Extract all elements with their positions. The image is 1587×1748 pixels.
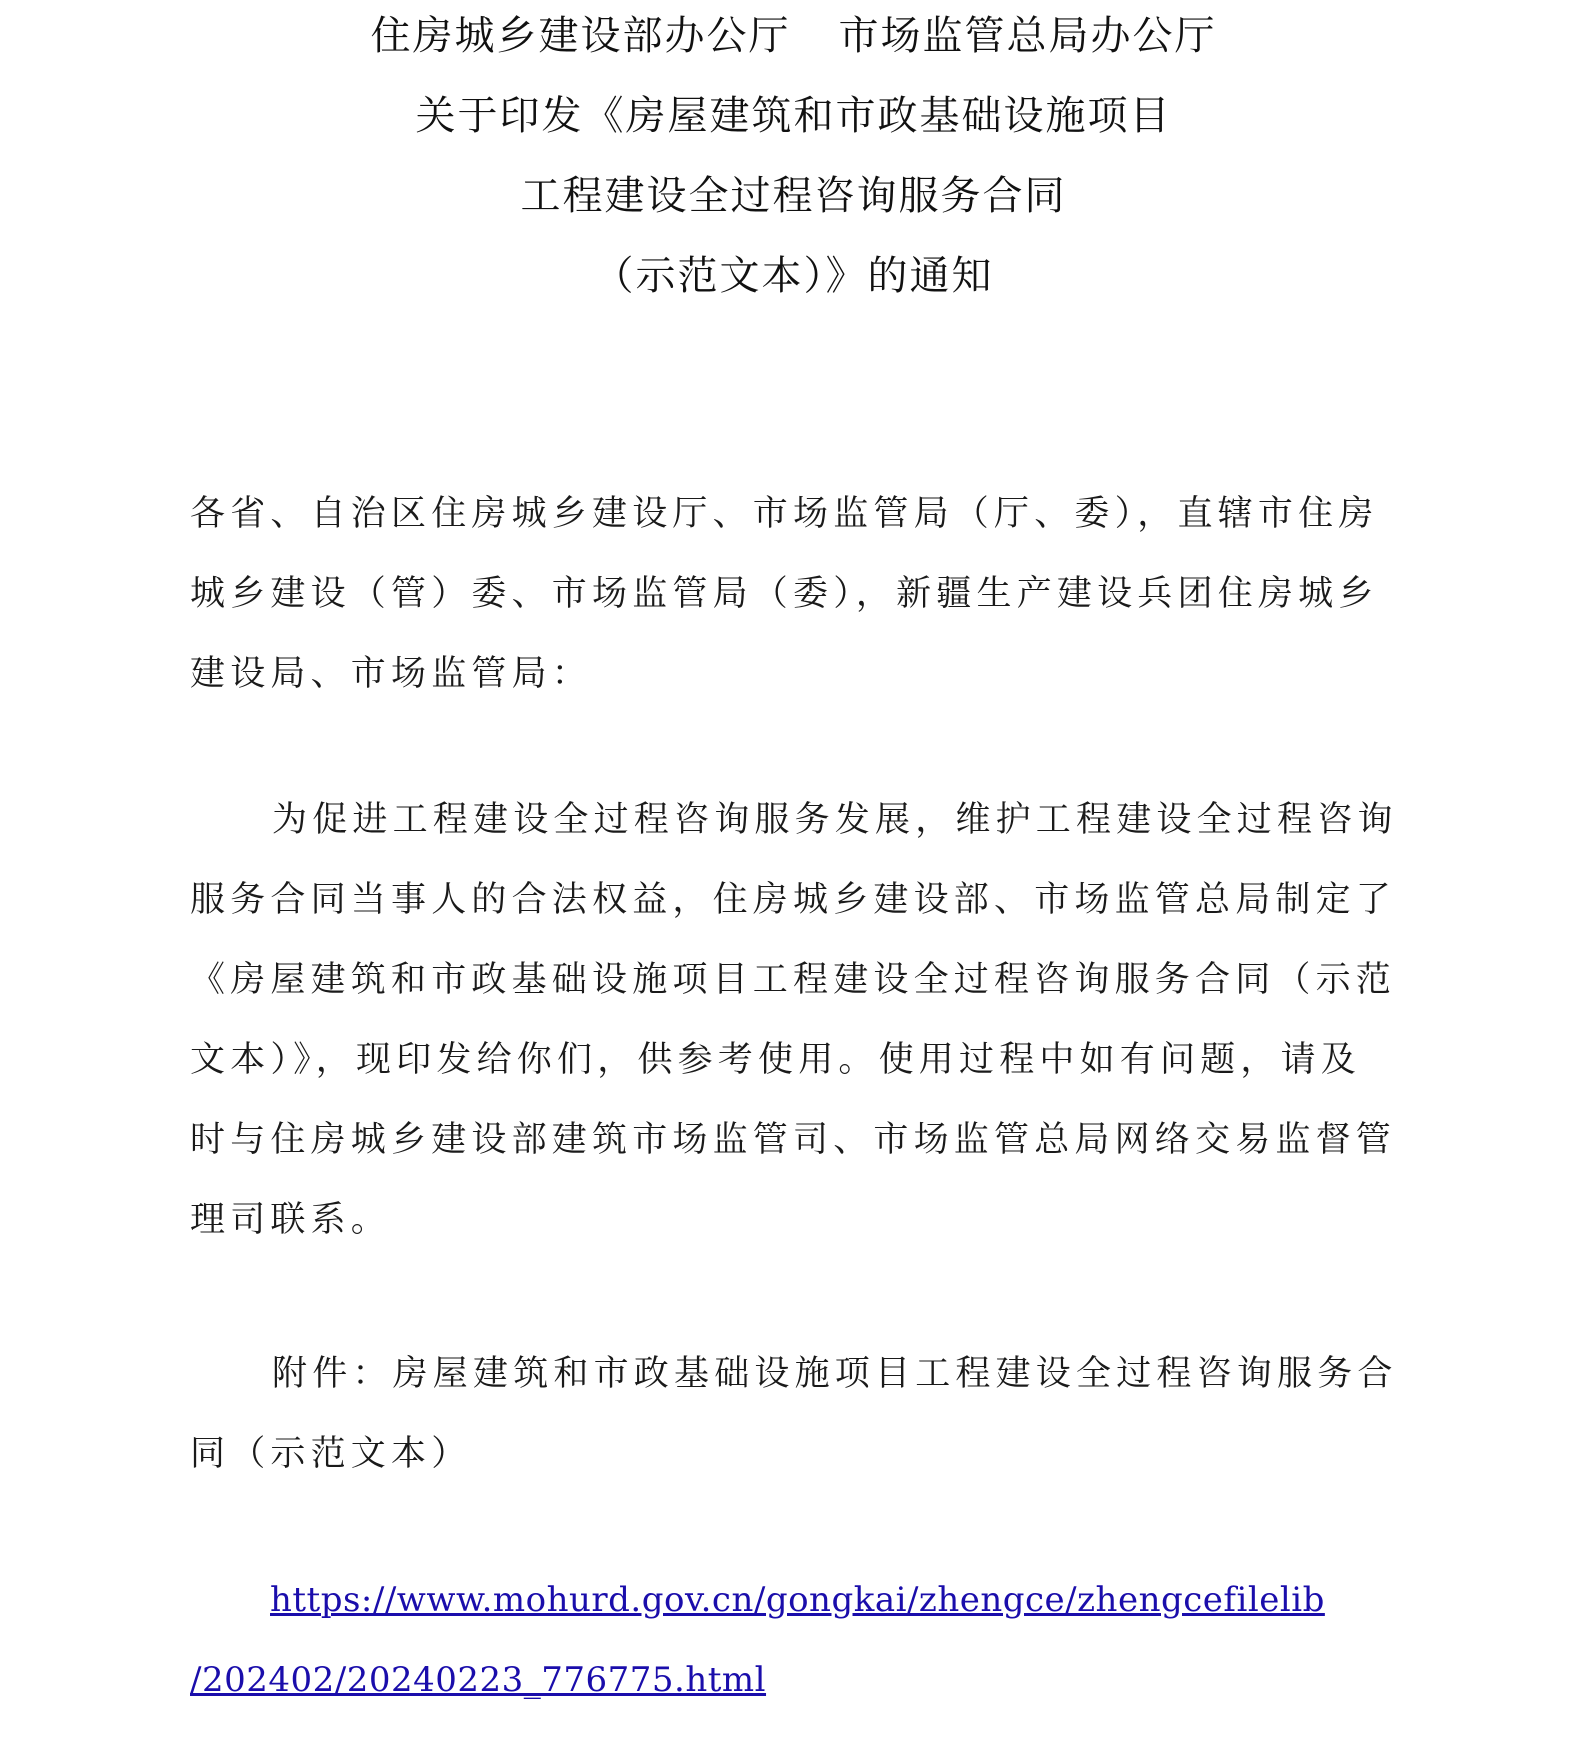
source-link-line-1[interactable]: https://www.mohurd.gov.cn/gongkai/zhengce/zhengcefilelib — [270, 1580, 1325, 1620]
body-line-2: 服务合同当事人的合法权益，住房城乡建设部、市场监管总局制定了 — [190, 880, 1397, 920]
body-line-4: 文本）》，现印发给你们，供参考使用。使用过程中如有问题，请及 — [190, 1040, 1362, 1080]
attachment-line-1: 附件：房屋建筑和市政基础设施项目工程建设全过程咨询服务合 — [272, 1354, 1398, 1394]
attachment-line-2: 同（示范文本） — [190, 1434, 472, 1474]
recipients-line-3: 建设局、市场监管局： — [190, 654, 593, 694]
body-line-3: 《房屋建筑和市政基础设施项目工程建设全过程咨询服务合同（示范 — [190, 960, 1397, 1000]
issuer-line — [0, 12, 1587, 60]
title-line-3: 工程建设全过程咨询服务合同 — [520, 173, 1067, 219]
title-line-4: （示范文本）》的通知 — [593, 253, 994, 299]
body-line-1: 为促进工程建设全过程咨询服务发展，维护工程建设全过程咨询 — [272, 800, 1398, 840]
recipients-line-1: 各省、自治区住房城乡建设厅、市场监管局（厅、委），直辖市住房 — [190, 494, 1379, 534]
issuer-mohurd: 住房城乡建设部办公厅 — [370, 13, 791, 59]
source-link-line-2[interactable]: /202402/20240223_776775.html — [190, 1660, 767, 1700]
issuer-samr: 市场监管总局办公厅 — [838, 13, 1217, 59]
body-line-6: 理司联系。 — [190, 1200, 392, 1240]
body-line-5: 时与住房城乡建设部建筑市场监管司、市场监管总局网络交易监督管 — [190, 1120, 1397, 1160]
title-line-2: 关于印发《房屋建筑和市政基础设施项目 — [415, 93, 1172, 139]
recipients-line-2: 城乡建设（管）委、市场监管局（委），新疆生产建设兵团住房城乡 — [190, 574, 1379, 614]
